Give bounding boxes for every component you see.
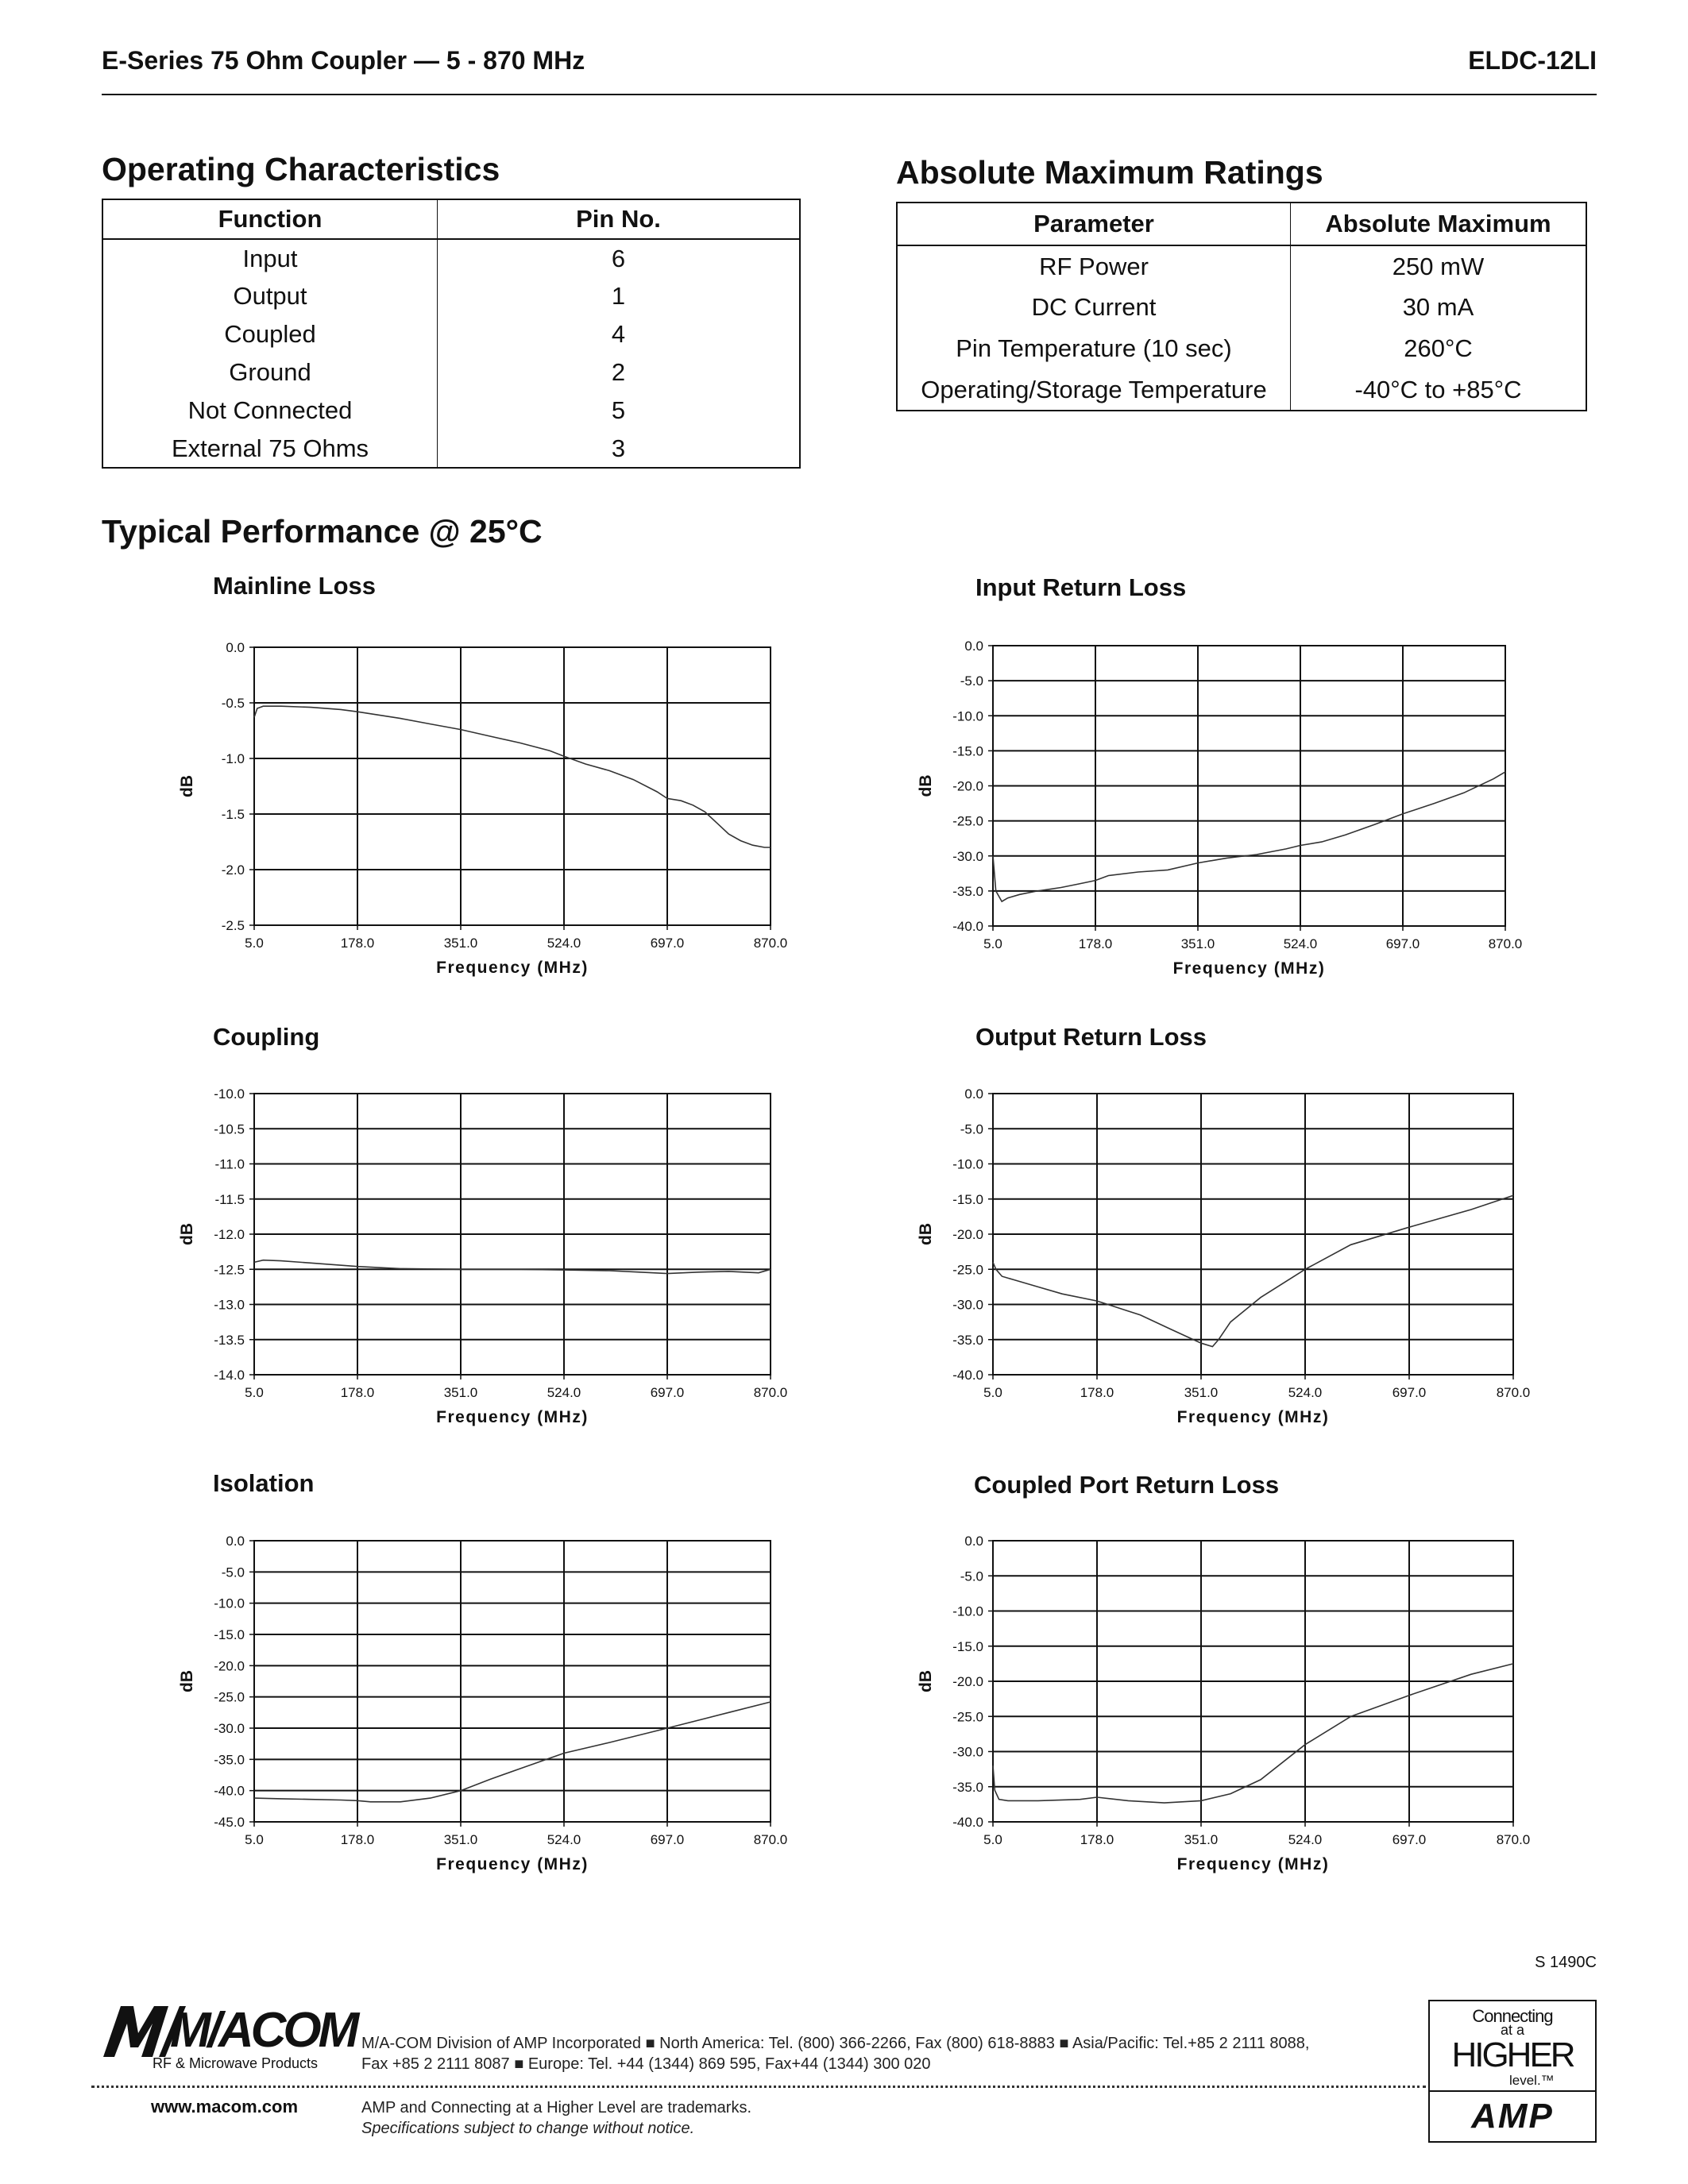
coupling-y-tick-label: -14.0 [214,1368,245,1383]
badge-higher: HIGHER [1451,2035,1574,2074]
input-return-loss-y-tick-label: -25.0 [952,813,983,829]
coupled-port-return-loss-y-tick-label: 0.0 [964,1534,983,1549]
pin-cell: 2 [611,358,626,386]
coupling-y-tick-label: -13.0 [214,1297,245,1313]
isolation-y-tick-label: -30.0 [214,1721,245,1736]
output-return-loss-y-tick-label: -30.0 [952,1297,983,1313]
input-return-loss-y-tick-label: -5.0 [960,673,983,689]
parameter-cell: RF Power [897,245,1291,287]
isolation-y-tick-label: -5.0 [221,1565,245,1580]
input-return-loss-y-tick-label: -30.0 [952,848,983,864]
disclaimer: Specifications subject to change without notice. [361,2120,695,2137]
parameter-cell: DC Current [897,287,1291,328]
coupling-x-tick-label: 697.0 [650,1385,685,1400]
coupled-port-return-loss-y-tick-label: -20.0 [952,1674,983,1689]
badge-divider [1430,2090,1595,2092]
mainline-loss-x-tick-label: 524.0 [547,936,581,951]
isolation-y-tick-label: -20.0 [214,1658,245,1674]
input-return-loss-x-tick-label: 5.0 [983,936,1002,951]
coupled-port-return-loss-y-axis-label: dB [917,1670,935,1692]
badge-connecting: Connecting [1472,2006,1553,2026]
input-return-loss-x-axis-label: Frequency (MHz) [1172,959,1326,978]
badge-amp: AMP [1471,2097,1554,2136]
input-return-loss-x-tick-label: 524.0 [1283,936,1318,951]
isolation-y-tick-label: -35.0 [214,1752,245,1768]
pin-cell: 4 [611,320,626,348]
coupled-port-return-loss-x-tick-label: 524.0 [1288,1832,1323,1847]
coupled-port-return-loss-y-tick-label: -15.0 [952,1638,983,1654]
coupled-port-return-loss-x-tick-label: 351.0 [1184,1832,1219,1847]
isolation-x-tick-label: 870.0 [753,1832,788,1847]
input-return-loss-y-axis-label: dB [917,774,935,797]
mainline-loss-y-tick-label: 0.0 [226,640,245,655]
coupling-x-tick-label: 351.0 [443,1385,478,1400]
coupling-y-tick-label: -13.5 [214,1332,245,1348]
chart-title-mainline-loss: Mainline Loss [213,572,376,600]
mainline-loss-x-tick-label: 697.0 [650,936,685,951]
output-return-loss-x-tick-label: 5.0 [983,1385,1002,1400]
isolation-x-tick-label: 178.0 [340,1832,375,1847]
isolation-y-tick-label: -15.0 [214,1627,245,1642]
contact-line-1: M/A-COM Division of AMP Incorporated ■ North America: Tel. (800) 366-2266, Fax (800) 618-8883 ■ Asia/Pacific: Tel.+85 2 2111 8088, [361,2035,1310,2052]
coupling-y-tick-label: -11.5 [214,1191,245,1207]
function-cell: External 75 Ohms [102,430,438,468]
coupled-port-return-loss-y-tick-label: -10.0 [952,1603,983,1619]
operating-header-function: Function [102,199,438,239]
website-link[interactable]: www.macom.com [151,2097,299,2116]
input-return-loss-y-tick-label: -10.0 [952,708,983,724]
isolation-y-tick-label: -40.0 [214,1783,245,1799]
input-return-loss-y-tick-label: -40.0 [952,919,983,934]
isolation-y-tick-label: -10.0 [214,1596,245,1611]
mainline-loss-x-tick-label: 870.0 [753,936,788,951]
mainline-loss-series-line [254,706,771,847]
output-return-loss-x-tick-label: 351.0 [1184,1385,1219,1400]
output-return-loss-x-tick-label: 524.0 [1288,1385,1323,1400]
mainline-loss-y-tick-label: -2.5 [221,918,245,933]
mainline-loss-y-axis-label: dB [178,775,196,797]
coupled-port-return-loss-x-tick-label: 697.0 [1392,1832,1427,1847]
chart-title-output-return-loss: Output Return Loss [975,1023,1207,1051]
input-return-loss-x-tick-label: 351.0 [1180,936,1215,951]
performance-title: Typical Performance @ 25°C [102,513,543,550]
max-cell: 30 mA [1402,293,1474,321]
mainline-loss-x-tick-label: 178.0 [340,936,375,951]
coupled-port-return-loss-x-tick-label: 5.0 [983,1832,1002,1847]
coupled-port-return-loss-y-tick-label: -5.0 [960,1569,983,1584]
coupling-y-tick-label: -11.0 [214,1156,245,1172]
isolation-y-axis-label: dB [178,1670,196,1692]
header-title: E-Series 75 Ohm Coupler — 5 - 870 MHz [102,46,585,75]
output-return-loss-y-tick-label: -15.0 [952,1191,983,1207]
trademark-note: AMP and Connecting at a Higher Level are trademarks. [361,2099,752,2116]
operating-title: Operating Characteristics [102,151,500,187]
coupling-y-tick-label: -12.5 [214,1262,245,1278]
max-cell: -40°C to +85°C [1354,375,1522,403]
input-return-loss-series-line [993,772,1505,901]
coupling-y-axis-label: dB [178,1223,196,1245]
max-cell: 250 mW [1392,252,1485,280]
doc-code: S 1490C [1535,1954,1597,1971]
output-return-loss-y-tick-label: -10.0 [952,1156,983,1172]
max-cell: 260°C [1404,334,1473,362]
function-cell: Input [102,239,438,277]
mainline-loss-y-tick-label: -1.5 [221,807,245,822]
coupled-port-return-loss-y-tick-label: -25.0 [952,1709,983,1725]
input-return-loss-y-tick-label: -20.0 [952,778,983,794]
isolation-y-tick-label: -25.0 [214,1689,245,1705]
part-number: ELDC-12LI [1468,46,1597,75]
isolation-x-tick-label: 697.0 [650,1832,685,1847]
parameter-cell: Operating/Storage Temperature [897,369,1291,411]
output-return-loss-x-tick-label: 870.0 [1496,1385,1531,1400]
function-cell: Output [102,277,438,315]
output-return-loss-y-tick-label: -5.0 [960,1121,983,1137]
isolation-plot-frame [254,1541,771,1822]
operating-header-pin: Pin No. [438,199,801,239]
amp-badge [1428,2000,1597,2143]
mainline-loss-y-tick-label: -1.0 [221,751,245,766]
coupling-x-tick-label: 870.0 [753,1385,788,1400]
coupled-port-return-loss-y-tick-label: -30.0 [952,1744,983,1760]
output-return-loss-x-axis-label: Frequency (MHz) [1176,1408,1330,1426]
input-return-loss-y-tick-label: -35.0 [952,883,983,899]
output-return-loss-x-tick-label: 697.0 [1392,1385,1427,1400]
function-cell: Not Connected [102,392,438,430]
isolation-y-tick-label: 0.0 [226,1534,245,1549]
output-return-loss-x-tick-label: 178.0 [1080,1385,1114,1400]
output-return-loss-y-tick-label: -40.0 [952,1368,983,1383]
isolation-x-tick-label: 5.0 [245,1832,264,1847]
coupled-port-return-loss-series-line [993,1664,1513,1803]
mainline-loss-x-tick-label: 351.0 [443,936,478,951]
output-return-loss-y-axis-label: dB [917,1223,935,1245]
mainline-loss-y-tick-label: -2.0 [221,862,245,878]
output-return-loss-y-tick-label: -35.0 [952,1332,983,1348]
mainline-loss-plot-frame [254,647,771,925]
input-return-loss-x-tick-label: 697.0 [1385,936,1420,951]
absmax-header-value: Absolute Maximum [1291,203,1587,245]
isolation-y-tick-label: -45.0 [214,1815,245,1830]
badge-level: level.™ [1509,2073,1555,2088]
coupling-y-tick-label: -10.5 [214,1121,245,1137]
output-return-loss-y-tick-label: -25.0 [952,1262,983,1278]
isolation-x-tick-label: 524.0 [547,1832,581,1847]
coupled-port-return-loss-x-tick-label: 870.0 [1496,1832,1531,1847]
chart-title-isolation: Isolation [213,1469,315,1497]
parameter-cell: Pin Temperature (10 sec) [897,328,1291,369]
logo-wordmark: M/ACOM [170,2003,357,2058]
pin-cell: 5 [611,396,626,424]
pin-cell: 1 [611,282,626,310]
mainline-loss-x-axis-label: Frequency (MHz) [436,959,589,977]
contact-line-2: Fax +85 2 2111 8087 ■ Europe: Tel. +44 (1344) 869 595, Fax+44 (1344) 300 020 [361,2055,931,2073]
chart-title-coupling: Coupling [213,1023,320,1051]
output-return-loss-series-line [993,1195,1513,1346]
footer-dotted-rule [91,2086,1426,2088]
coupling-x-tick-label: 524.0 [547,1385,581,1400]
pin-cell: 3 [611,434,626,462]
coupled-port-return-loss-y-tick-label: -40.0 [952,1815,983,1830]
coupled-port-return-loss-x-axis-label: Frequency (MHz) [1176,1855,1330,1873]
coupled-port-return-loss-x-tick-label: 178.0 [1080,1832,1114,1847]
absmax-header-parameter: Parameter [897,203,1291,245]
isolation-x-axis-label: Frequency (MHz) [436,1855,589,1873]
chart-title-input-return-loss: Input Return Loss [975,573,1187,601]
coupled-port-return-loss-y-tick-label: -35.0 [952,1779,983,1795]
mainline-loss-x-tick-label: 5.0 [245,936,264,951]
coupling-y-tick-label: -10.0 [214,1086,245,1102]
mainline-loss-y-tick-label: -0.5 [221,696,245,711]
input-return-loss-x-tick-label: 178.0 [1078,936,1113,951]
input-return-loss-x-tick-label: 870.0 [1488,936,1523,951]
chart-title-coupled-port-return-loss: Coupled Port Return Loss [974,1471,1280,1499]
absmax-title: Absolute Maximum Ratings [896,154,1323,191]
coupling-x-tick-label: 178.0 [340,1385,375,1400]
input-return-loss-y-tick-label: -15.0 [952,743,983,759]
coupling-x-axis-label: Frequency (MHz) [436,1408,589,1426]
badge-at-a: at a [1500,2022,1525,2038]
input-return-loss-y-tick-label: 0.0 [964,639,983,654]
macom-logo [97,2001,357,2073]
function-cell: Coupled [102,315,438,353]
output-return-loss-y-tick-label: 0.0 [964,1086,983,1102]
logo-subtitle: RF & Microwave Products [153,2055,319,2071]
coupling-x-tick-label: 5.0 [245,1385,264,1400]
pin-cell: 6 [611,244,626,272]
function-cell: Ground [102,353,438,392]
coupling-series-line [254,1260,771,1274]
output-return-loss-y-tick-label: -20.0 [952,1227,983,1242]
isolation-x-tick-label: 351.0 [443,1832,478,1847]
coupling-y-tick-label: -12.0 [214,1227,245,1242]
isolation-series-line [254,1702,771,1802]
